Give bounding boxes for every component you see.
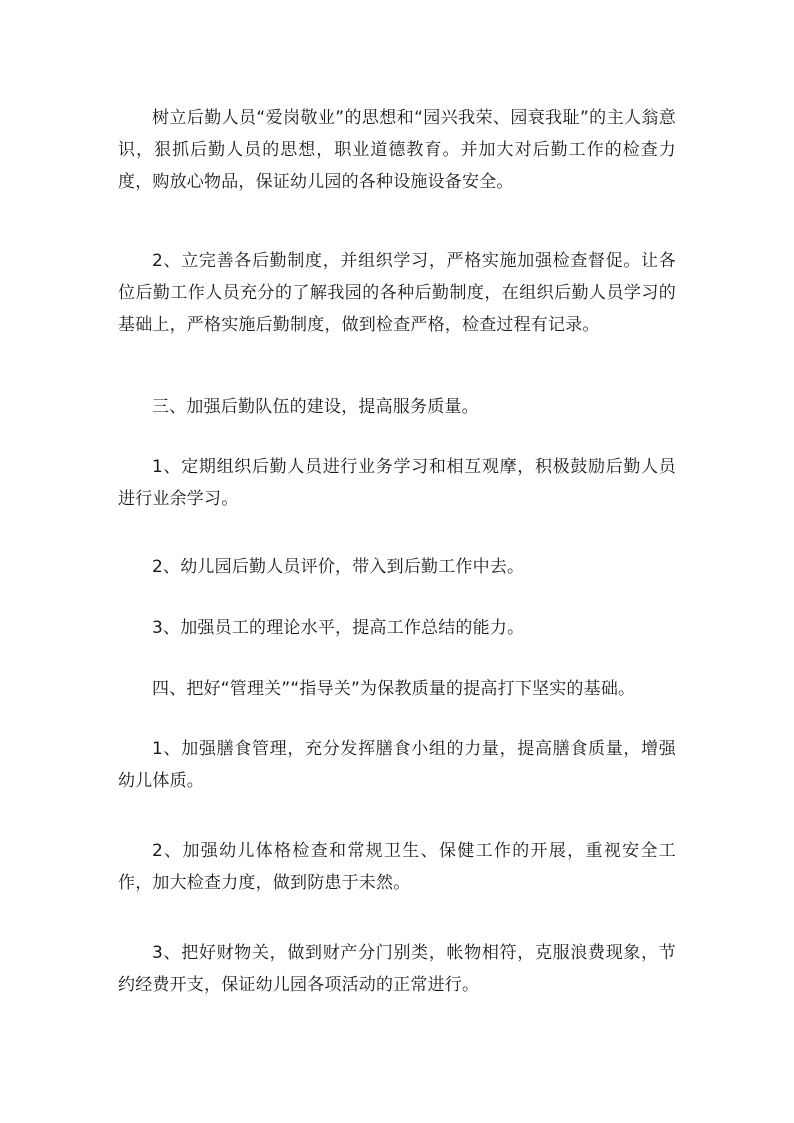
paragraph-1: 树立后勤人员“爱岗敬业”的思想和“园兴我荣、园衰我耻”的主人翁意识，狠抓后勤人员的思想，职业道德教育。并加大对后勤工作的检查力度，购放心物品，保证幼儿园的各种设施设备安全。 xyxy=(118,108,676,192)
paragraph-3-1: 1、定期组织后勤人员进行业务学习和相互观摩，积极鼓励后勤人员进行业余学习。 xyxy=(118,457,676,509)
paragraph-2: 2、立完善各后勤制度，并组织学习，严格实施加强检查督促。让各位后勤工作人员充分的了解我园的各种后勤制度，在组织后勤人员学习的基础上，严格实施后勤制度，做到检查严格，检查过程有记录。 xyxy=(118,251,676,335)
section-heading-4: 四、把好“管理关”“指导关”为保教质量的提高打下坚实的基础。 xyxy=(152,679,636,699)
paragraph-4-2: 2、加强幼儿体格检查和常规卫生、保健工作的开展，重视安全工作，加大检查力度，做到防患于未然。 xyxy=(118,841,676,893)
paragraph-4-1: 1、加强膳食管理，充分发挥膳食小组的力量，提高膳食质量，增强幼儿体质。 xyxy=(118,739,676,791)
section-heading-3: 三、加强后勤队伍的建设，提高服务质量。 xyxy=(152,397,479,417)
paragraph-3-2: 2、幼儿园后勤人员评价，带入到后勤工作中去。 xyxy=(152,557,525,577)
paragraph-4-3: 3、把好财物关，做到财产分门别类，帐物相符，克服浪费现象，节约经费开支，保证幼儿园各项活动的正常进行。 xyxy=(118,943,676,995)
paragraph-3-3: 3、加强员工的理论水平，提高工作总结的能力。 xyxy=(152,618,525,638)
